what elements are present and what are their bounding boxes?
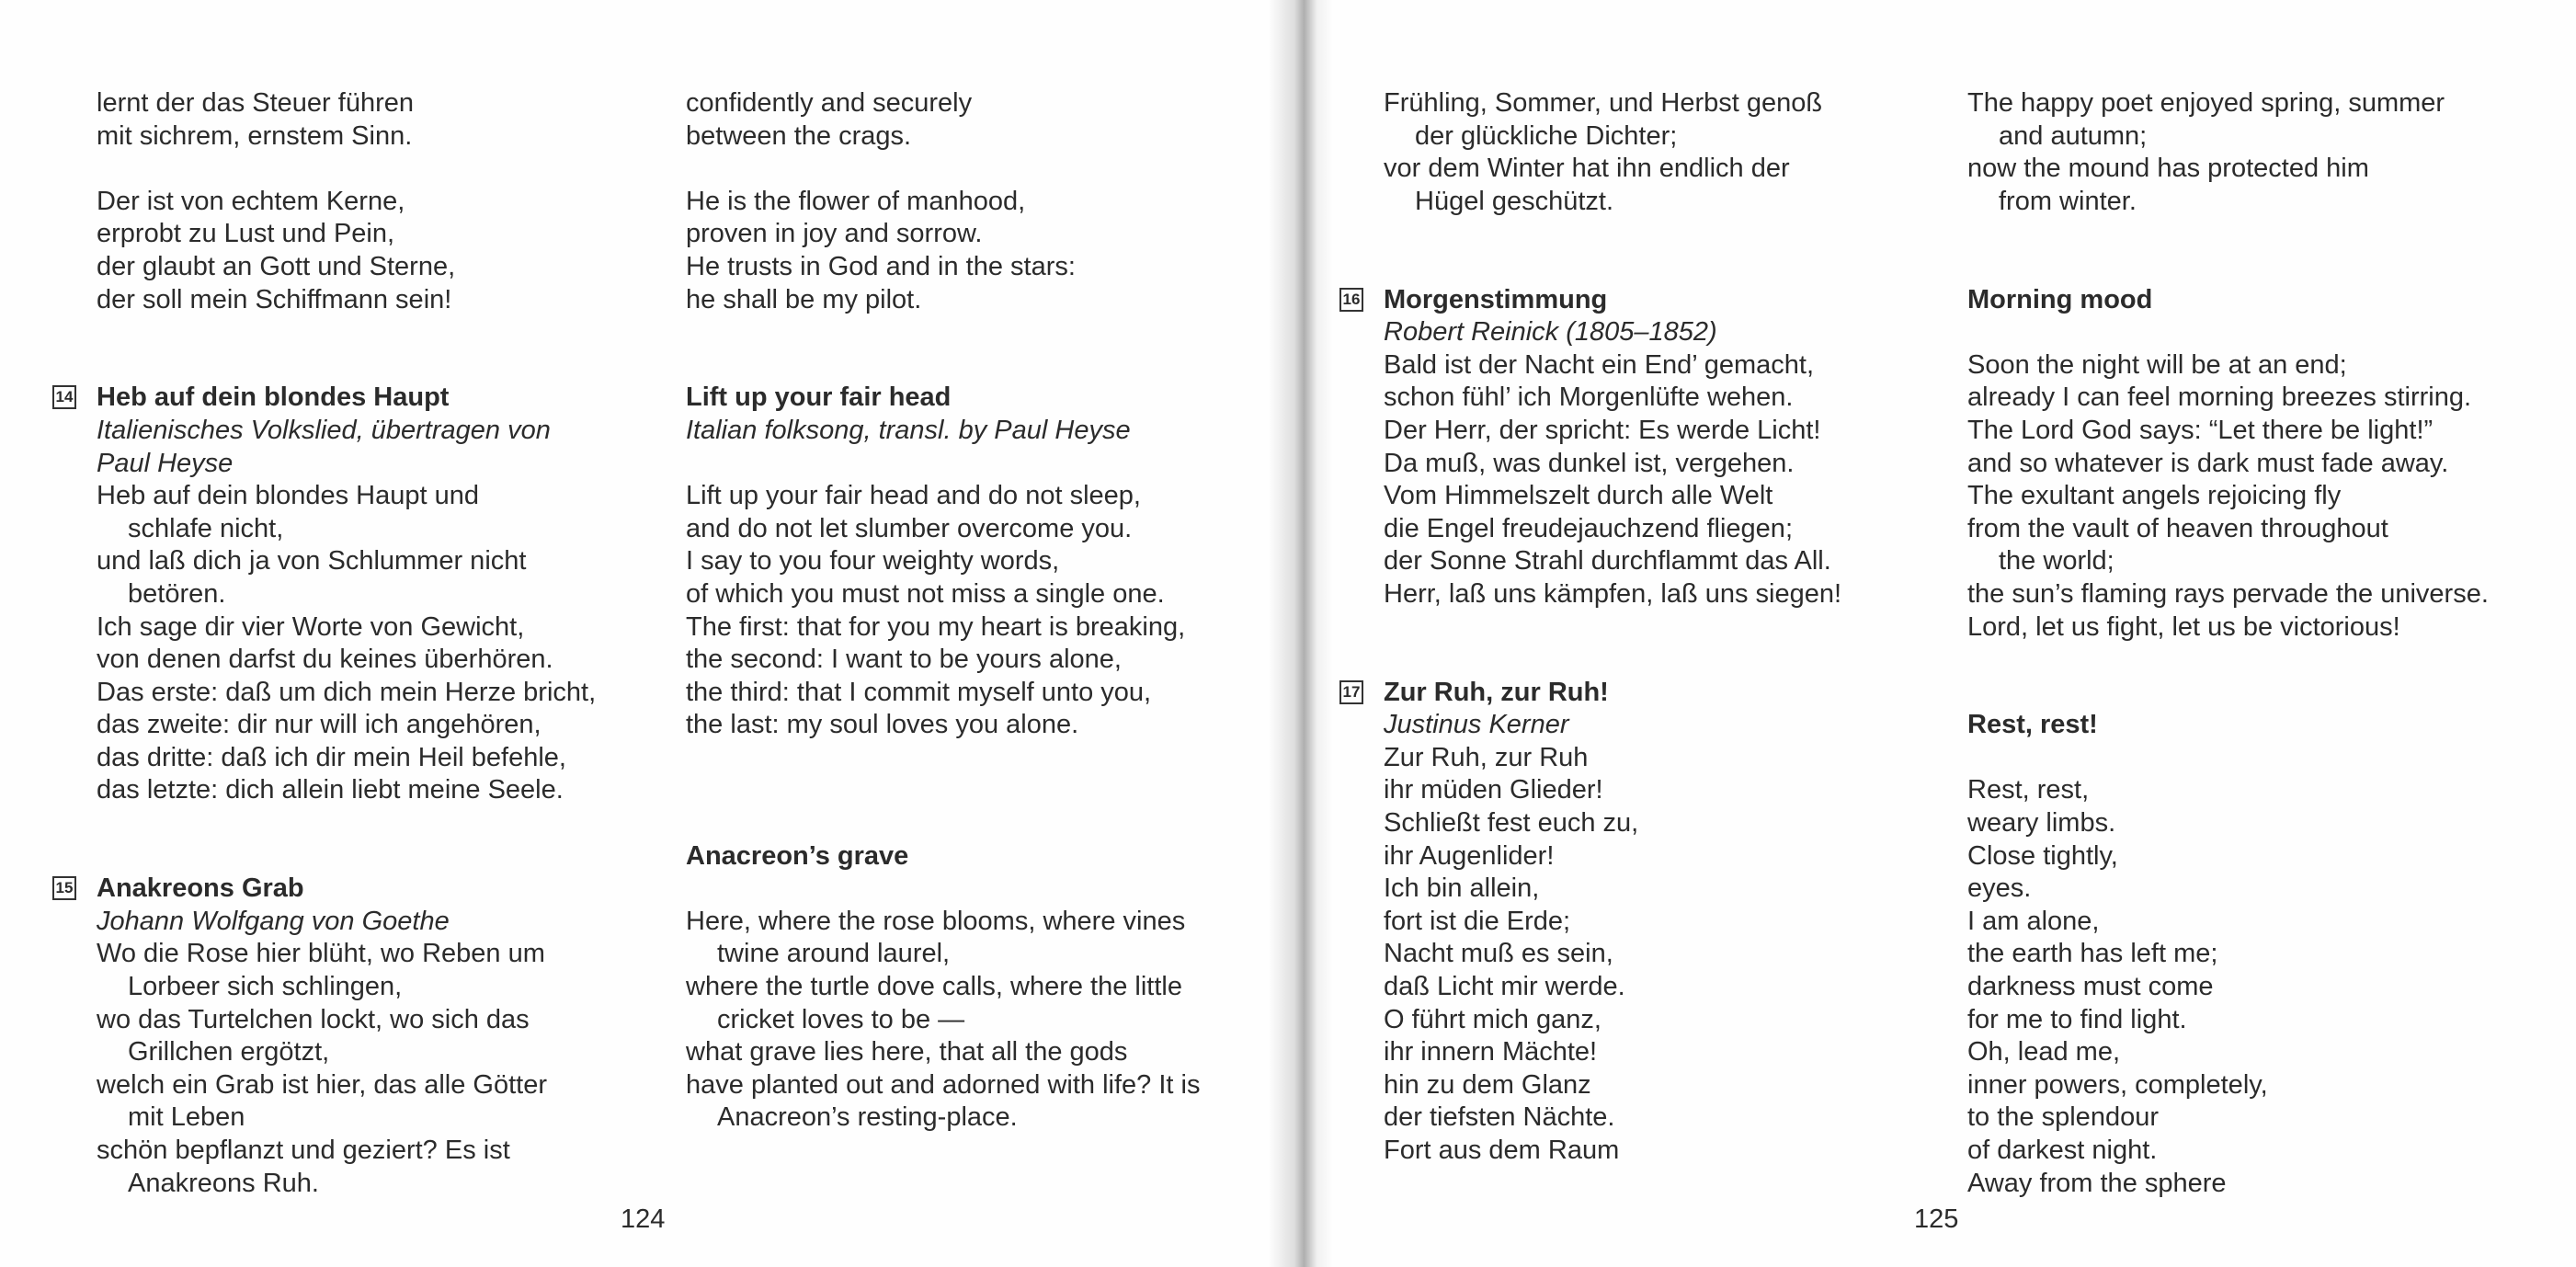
poem-line: of which you must not miss a single one. bbox=[686, 578, 1165, 609]
poem-line: der soll mein Schiffmann sein! bbox=[97, 284, 452, 314]
song-text bbox=[1967, 349, 2556, 644]
cont-stanzas bbox=[1967, 87, 2556, 218]
poem-line: Heb auf dein blondes Haupt und bbox=[97, 481, 479, 511]
poem-line: die Engel freudejauchzend fliegen; bbox=[1384, 513, 1793, 543]
poem-line: the sun’s flaming rays pervade the universe. bbox=[1967, 578, 2489, 609]
poem-line: twine around laurel, bbox=[717, 939, 951, 969]
stanza bbox=[1384, 87, 1935, 218]
poem-line: Hügel geschützt. bbox=[1415, 186, 1614, 216]
poem-line: der tiefsten Nächte. bbox=[1384, 1102, 1615, 1133]
poem-line: der glaubt an Gott und Sterne, bbox=[97, 251, 456, 281]
track-number-badge: 16 bbox=[1339, 288, 1363, 312]
song-text bbox=[97, 938, 648, 1200]
poem-line: The first: that for you my heart is breaking, bbox=[686, 611, 1186, 642]
cont-stanzas bbox=[1384, 87, 1935, 218]
track-number-badge: 15 bbox=[52, 876, 76, 900]
poem-line: mit sichrem, ernstem Sinn. bbox=[97, 120, 413, 151]
english-column-right bbox=[1967, 87, 2556, 1200]
poem-line: Anakreons Ruh. bbox=[128, 1168, 319, 1198]
poem-line: Grillchen ergötzt, bbox=[128, 1037, 330, 1067]
poem-line: Der ist von echtem Kerne, bbox=[97, 186, 405, 216]
binding-gutter-shadow bbox=[1269, 0, 1333, 1267]
poem-line: welch ein Grab ist hier, das alle Götter bbox=[97, 1069, 548, 1100]
poem-line: the second: I want to be yours alone, bbox=[686, 645, 1122, 675]
page-number: 125 bbox=[1914, 1204, 1959, 1234]
left-page bbox=[0, 0, 1287, 1267]
poem-line: have planted out and adorned with life? It is bbox=[686, 1069, 1201, 1100]
song-15-english bbox=[686, 840, 1256, 1135]
poem-line: mit Leben bbox=[128, 1102, 245, 1133]
poem-line: from the vault of heaven throughout bbox=[1967, 513, 2388, 543]
poem-line: for me to find light. bbox=[1967, 1004, 2187, 1034]
poem-line: weary limbs. bbox=[1967, 808, 2116, 839]
song-title: Morning mood bbox=[1967, 284, 2153, 314]
song-15-german bbox=[55, 873, 648, 1200]
poem-line: das zweite: dir nur will ich angehören, bbox=[97, 710, 541, 740]
poem-line: He is the flower of manhood, bbox=[686, 186, 1026, 216]
poem-line: and autumn; bbox=[1999, 120, 2148, 151]
poem-line: der Sonne Strahl durchflammt das All. bbox=[1384, 546, 1831, 576]
song-author: Robert Reinick (1805–1852) bbox=[1384, 317, 1717, 348]
poem-line: confidently and securely bbox=[686, 88, 973, 118]
stanza bbox=[686, 87, 1256, 153]
poem-line: Bald ist der Nacht ein End’ gemacht, bbox=[1384, 349, 1815, 380]
poem-line: und laß dich ja von Schlummer nicht bbox=[97, 546, 527, 576]
poem-line: Nacht muß es sein, bbox=[1384, 939, 1613, 969]
poem-line: Soon the night will be at an end; bbox=[1967, 349, 2347, 380]
german-column-left bbox=[55, 87, 648, 1200]
poem-line: Schließt fest euch zu, bbox=[1384, 808, 1639, 839]
poem-line: O führt mich ganz, bbox=[1384, 1004, 1601, 1034]
poem-line: das letzte: dich allein liebt meine Seele. bbox=[97, 775, 564, 805]
poem-line: Here, where the rose blooms, where vines bbox=[686, 906, 1186, 936]
poem-line: the world; bbox=[1999, 546, 2114, 576]
poem-line: Away from the sphere bbox=[1967, 1168, 2227, 1198]
poem-line: ihr innern Mächte! bbox=[1384, 1037, 1598, 1067]
song-14-german bbox=[55, 382, 648, 807]
poem-line: and so whatever is dark must fade away. bbox=[1967, 448, 2449, 478]
song-16-german bbox=[1342, 284, 1935, 611]
stanza bbox=[97, 186, 648, 316]
song-17-english bbox=[1967, 709, 2556, 1200]
stanza bbox=[686, 186, 1256, 316]
poem-line: and do not let slumber overcome you. bbox=[686, 513, 1133, 543]
poem-line: Rest, rest, bbox=[1967, 775, 2090, 805]
track-number-badge: 14 bbox=[52, 385, 76, 409]
song-text bbox=[686, 480, 1256, 742]
poem-line: das dritte: daß ich dir mein Heil befehle, bbox=[97, 742, 566, 772]
poem-line: fort ist die Erde; bbox=[1384, 906, 1571, 936]
poem-line: Ich sage dir vier Worte von Gewicht, bbox=[97, 611, 525, 642]
poem-line: schlafe nicht, bbox=[128, 513, 284, 543]
poem-line: Frühling, Sommer, und Herbst genoß bbox=[1384, 88, 1823, 118]
poem-line: Da muß, was dunkel ist, vergehen. bbox=[1384, 448, 1795, 478]
stanza bbox=[1967, 87, 2556, 218]
poem-line: where the turtle dove calls, where the little bbox=[686, 972, 1182, 1002]
song-author: Justinus Kerner bbox=[1384, 710, 1569, 740]
poem-line: cricket loves to be — bbox=[717, 1004, 965, 1034]
stanza bbox=[97, 87, 648, 153]
poem-line: wo das Turtelchen lockt, wo sich das bbox=[97, 1004, 530, 1034]
poem-line: daß Licht mir werde. bbox=[1384, 972, 1625, 1002]
poem-line: ihr Augenlider! bbox=[1384, 840, 1555, 871]
poem-line: of darkest night. bbox=[1967, 1136, 2158, 1165]
poem-line: He trusts in God and in the stars: bbox=[686, 251, 1076, 281]
song-14-english bbox=[686, 382, 1256, 742]
poem-line: von denen darfst du keines überhören. bbox=[97, 645, 553, 675]
page-number: 124 bbox=[621, 1204, 666, 1234]
poem-line: Zur Ruh, zur Ruh bbox=[1384, 742, 1589, 772]
track-number-badge: 17 bbox=[1339, 680, 1363, 704]
song-author: Italienisches Volkslied, übertragen von bbox=[97, 415, 551, 445]
poem-line: Herr, laß uns kämpfen, laß uns siegen! bbox=[1384, 578, 1842, 609]
song-text bbox=[686, 906, 1256, 1135]
poem-line: inner powers, completely, bbox=[1967, 1069, 2268, 1100]
cont-stanzas bbox=[686, 87, 1256, 316]
song-author: Johann Wolfgang von Goethe bbox=[97, 906, 450, 936]
song-text bbox=[1384, 349, 1935, 611]
song-title: Morgenstimmung bbox=[1384, 284, 1608, 314]
poem-line: Fort aus dem Raum bbox=[1384, 1136, 1620, 1165]
song-text bbox=[1967, 774, 2556, 1200]
right-page bbox=[1287, 0, 2576, 1267]
poem-line: erprobt zu Lust und Pein, bbox=[97, 219, 395, 249]
poem-line: darkness must come bbox=[1967, 972, 2214, 1002]
song-title: Anacreon’s grave bbox=[686, 840, 909, 871]
poem-line: Wo die Rose hier blüht, wo Reben um bbox=[97, 939, 545, 969]
poem-line: schön bepflanzt und geziert? Es ist bbox=[97, 1136, 510, 1165]
poem-line: from winter. bbox=[1999, 186, 2137, 216]
song-title: Anakreons Grab bbox=[97, 873, 304, 904]
poem-line: Der Herr, der spricht: Es werde Licht! bbox=[1384, 415, 1821, 445]
poem-line: Vom Himmelszelt durch alle Welt bbox=[1384, 481, 1773, 511]
english-column-left bbox=[686, 87, 1256, 1135]
poem-line: ihr müden Glieder! bbox=[1384, 775, 1603, 805]
song-author: Italian folksong, transl. by Paul Heyse bbox=[686, 415, 1131, 445]
poem-line: the third: that I commit myself unto you, bbox=[686, 677, 1152, 707]
song-text bbox=[1384, 742, 1935, 1168]
song-title: Rest, rest! bbox=[1967, 710, 2098, 740]
poem-line: Close tightly, bbox=[1967, 840, 2118, 871]
poem-line: der glückliche Dichter; bbox=[1415, 120, 1678, 151]
poem-line: lernt der das Steuer führen bbox=[97, 88, 414, 118]
poem-line: he shall be my pilot. bbox=[686, 284, 922, 314]
poem-line: betören. bbox=[128, 578, 226, 609]
poem-line: the last: my soul loves you alone. bbox=[686, 710, 1079, 740]
poem-line: what grave lies here, that all the gods bbox=[686, 1037, 1128, 1067]
poem-line: I am alone, bbox=[1967, 906, 2100, 936]
poem-line: now the mound has protected him bbox=[1967, 154, 2369, 184]
poem-line: The exultant angels rejoicing fly bbox=[1967, 481, 2342, 511]
song-title: Lift up your fair head bbox=[686, 382, 952, 413]
poem-line: Oh, lead me, bbox=[1967, 1037, 2121, 1067]
poem-line: schon fühl’ ich Morgenlüfte wehen. bbox=[1384, 382, 1794, 413]
song-17-german bbox=[1342, 677, 1935, 1168]
poem-line: already I can feel morning breezes stirring. bbox=[1967, 382, 2472, 413]
song-text bbox=[97, 480, 648, 807]
poem-line: between the crags. bbox=[686, 120, 912, 151]
song-16-english bbox=[1967, 284, 2556, 645]
poem-line: Ich bin allein, bbox=[1384, 873, 1540, 904]
poem-line: vor dem Winter hat ihn endlich der bbox=[1384, 154, 1790, 184]
poem-line: The Lord God says: “Let there be light!” bbox=[1967, 415, 2434, 445]
poem-line: the earth has left me; bbox=[1967, 939, 2218, 969]
poem-line: Das erste: daß um dich mein Herze bricht, bbox=[97, 677, 597, 707]
poem-line: The happy poet enjoyed spring, summer bbox=[1967, 88, 2445, 118]
poem-line: Lorbeer sich schlingen, bbox=[128, 972, 403, 1002]
poem-line: eyes. bbox=[1967, 873, 2032, 904]
song-author: Paul Heyse bbox=[97, 448, 234, 478]
poem-line: to the splendour bbox=[1967, 1102, 2159, 1133]
song-title: Heb auf dein blondes Haupt bbox=[97, 382, 450, 413]
song-title: Zur Ruh, zur Ruh! bbox=[1384, 677, 1609, 707]
poem-line: I say to you four weighty words, bbox=[686, 546, 1060, 576]
german-column-right bbox=[1342, 87, 1935, 1168]
cont-stanzas bbox=[97, 87, 648, 316]
poem-line: Lift up your fair head and do not sleep, bbox=[686, 481, 1141, 511]
poem-line: Anacreon’s resting-place. bbox=[717, 1102, 1018, 1133]
poem-line: proven in joy and sorrow. bbox=[686, 219, 983, 249]
poem-line: Lord, let us fight, let us be victorious! bbox=[1967, 611, 2400, 642]
poem-line: hin zu dem Glanz bbox=[1384, 1069, 1591, 1100]
